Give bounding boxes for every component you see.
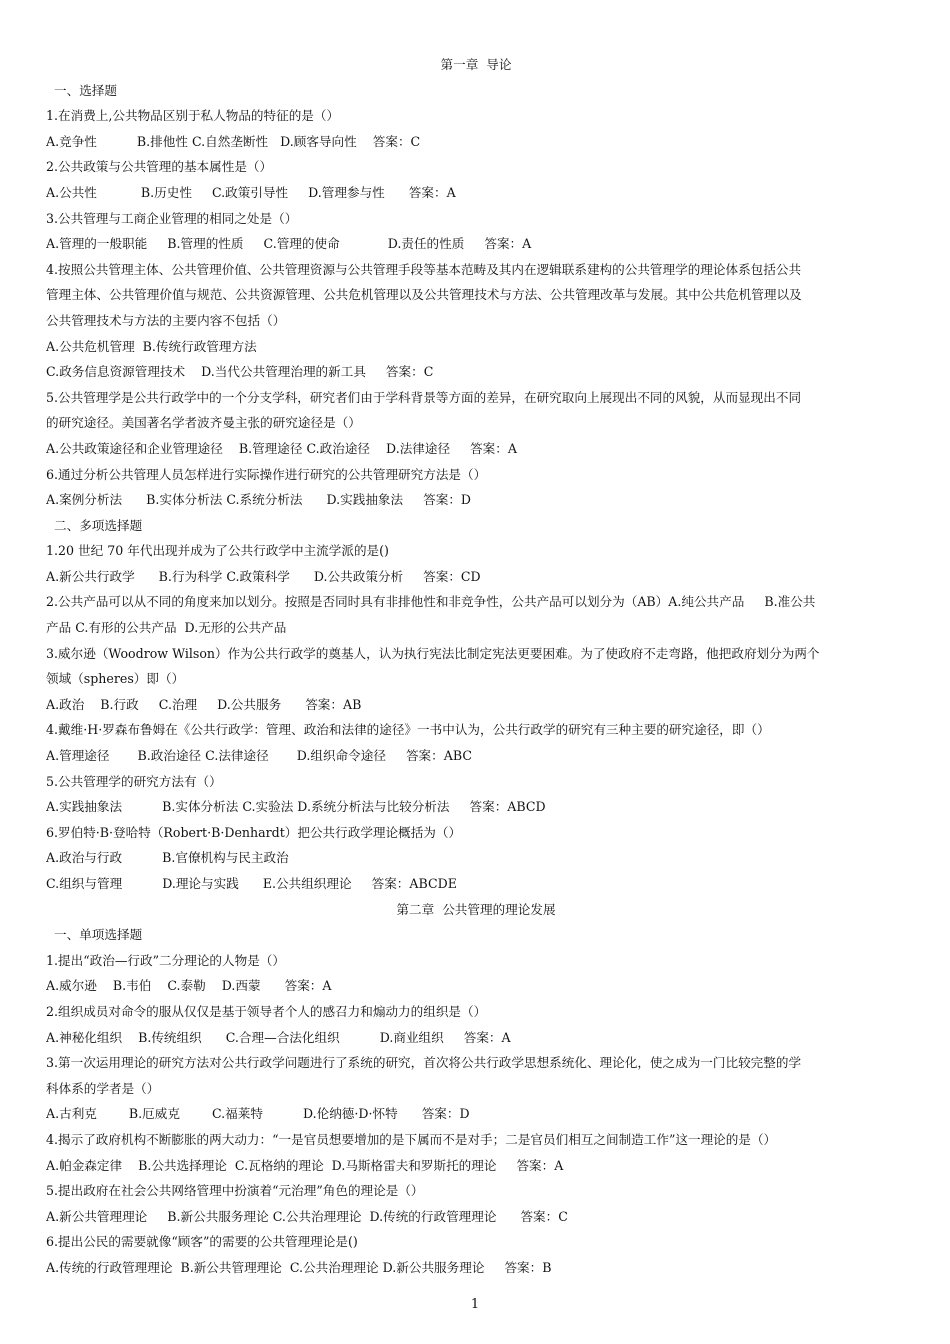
text-line: 4.戴维·H·罗森布鲁姆在《公共行政学：管理、政治和法律的途径》一书中认为，公共行政学的研究有三种主要的研究途径，即（） (46, 722, 770, 738)
document-body (46, 52, 906, 1281)
chapter-heading: 第二章 公共管理的理论发展 (396, 901, 556, 917)
text-line: 5.提出政府在社会公共网络管理中扮演着“元治理”角色的理论是（） (46, 1183, 424, 1199)
text-line: 1.20 世纪 70 年代出现并成为了公共行政学中主流学派的是() (46, 543, 389, 559)
text-line: A.公共危机管理 B.传统行政管理方法 (46, 338, 257, 354)
text-line: C.组织与管理 D.理论与实践 E.公共组织理论 答案：ABCDE (46, 876, 457, 891)
text-line: 1.在消费上,公共物品区别于私人物品的特征的是（） (46, 108, 340, 124)
text-line: 4.按照公共管理主体、公共管理价值、公共管理资源与公共管理手段等基本范畴及其内在逻辑联系建构的公共管理学的理论体系包括公共 (46, 261, 802, 277)
text-line: A.古利克 B.厄威克 C.福莱特 D.伦纳德·D·怀特 答案：D (46, 1106, 470, 1122)
text-line: A.公共政策途径和企业管理途径 B.管理途径 C.政治途径 D.法律途径 答案：A (46, 440, 517, 456)
text-line: A.案例分析法 B.实体分析法 C.系统分析法 D.实践抽象法 答案：D (46, 492, 472, 508)
section-heading: 一、单项选择题 (54, 927, 143, 943)
text-line: A.政治与行政 B.官僚机构与民主政治 (46, 850, 289, 866)
text-line: 3.第一次运用理论的研究方法对公共行政学问题进行了系统的研究，首次将公共行政学思想系统化、理论化，使之成为一门比较完整的学 (46, 1055, 802, 1071)
text-line: 科体系的学者是（） (46, 1080, 160, 1096)
text-line: 的研究途径。美国著名学者波齐曼主张的研究途径是（） (46, 415, 361, 431)
page-number: 1 (470, 1297, 480, 1312)
text-line: 6.提出公民的需要就像“顾客”的需要的公共管理理论是() (46, 1234, 358, 1250)
text-line: 2.公共产品可以从不同的角度来加以划分。按照是否同时具有非排他性和非竞争性，公共产品可以划分为（AB）A.纯公共产品 B.准公共 (46, 594, 816, 610)
text-line: A.实践抽象法 B.实体分析法 C.实验法 D.系统分析法与比较分析法 答案：ABCD (46, 799, 546, 815)
text-line: 公共管理技术与方法的主要内容不包括（） (46, 312, 286, 328)
text-line: A.竞争性 B.排他性 C.自然垄断性 D.顾客导向性 答案：C (46, 133, 421, 149)
text-line: 6.罗伯特·B·登哈特（Robert·B·Denhardt）把公共行政学理论概括为（） (46, 824, 462, 840)
text-line: 2.公共政策与公共管理的基本属性是（） (46, 159, 273, 175)
text-line: 5.公共管理学的研究方法有（） (46, 773, 222, 789)
text-line: A.管理途径 B.政治途径 C.法律途径 D.组织命令途径 答案：ABC (46, 748, 472, 764)
text-line: C.政务信息资源管理技术 D.当代公共管理治理的新工具 答案：C (46, 364, 434, 380)
text-line: 6.通过分析公共管理人员怎样进行实际操作进行研究的公共管理研究方法是（） (46, 466, 487, 482)
chapter-heading: 第一章 导论 (440, 57, 512, 72)
text-line: A.威尔逊 B.韦伯 C.泰勒 D.西蒙 答案：A (46, 978, 332, 994)
text-line: 3.威尔逊（Woodrow Wilson）作为公共行政学的奠基人，认为执行宪法比制定宪法更要困难。为了使政府不走弯路，他把政府划分为两个 (46, 645, 820, 661)
text-line: A.政治 B.行政 C.治理 D.公共服务 答案：AB (46, 696, 362, 712)
text-line: 3.公共管理与工商企业管理的相同之处是（） (46, 210, 298, 226)
text-line: A.新公共行政学 B.行为科学 C.政策科学 D.公共政策分析 答案：CD (46, 568, 481, 584)
text-line: A.新公共管理理论 B.新公共服务理论 C.公共治理理论 D.传统的行政管理理论 答案：C (46, 1208, 568, 1224)
text-line: A.管理的一般职能 B.管理的性质 C.管理的使命 D.责任的性质 答案：A (46, 236, 532, 252)
text-line: 4.揭示了政府机构不断膨胀的两大动力：“一是官员想要增加的是下属而不是对手；二是官员们相互之间制造工作”这一理论的是（） (46, 1131, 777, 1147)
text-line: 2.组织成员对命令的服从仅仅是基于领导者个人的感召力和煽动力的组织是（） (46, 1003, 487, 1019)
text-line: A.传统的行政管理理论 B.新公共管理理论 C.公共治理理论 D.新公共服务理论 答案：B (46, 1259, 552, 1275)
section-heading: 一、选择题 (54, 82, 117, 98)
section-heading: 二、多项选择题 (54, 517, 143, 533)
text-line: A.帕金森定律 B.公共选择理论 C.瓦格纳的理论 D.马斯格雷夫和罗斯托的理论 答案：A (46, 1157, 564, 1173)
text-line: 领域（spheres）即（） (46, 671, 185, 687)
text-line: 管理主体、公共管理价值与规范、公共资源管理、公共危机管理以及公共管理技术与方法、公共管理改革与发展。其中公共危机管理以及 (46, 287, 802, 303)
text-line: A.公共性 B.历史性 C.政策引导性 D.管理参与性 答案：A (46, 184, 456, 200)
text-line: 5.公共管理学是公共行政学中的一个分支学科，研究者们由于学科背景等方面的差异，在研究取向上展现出不同的风貌，从而显现出不同 (46, 389, 802, 405)
text-line: 1.提出“政治—行政”二分理论的人物是（） (46, 952, 285, 968)
text-line: 产品 C.有形的公共产品 D.无形的公共产品 (46, 620, 287, 636)
text-line: A.神秘化组织 B.传统组织 C.合理—合法化组织 D.商业组织 答案：A (46, 1029, 511, 1045)
